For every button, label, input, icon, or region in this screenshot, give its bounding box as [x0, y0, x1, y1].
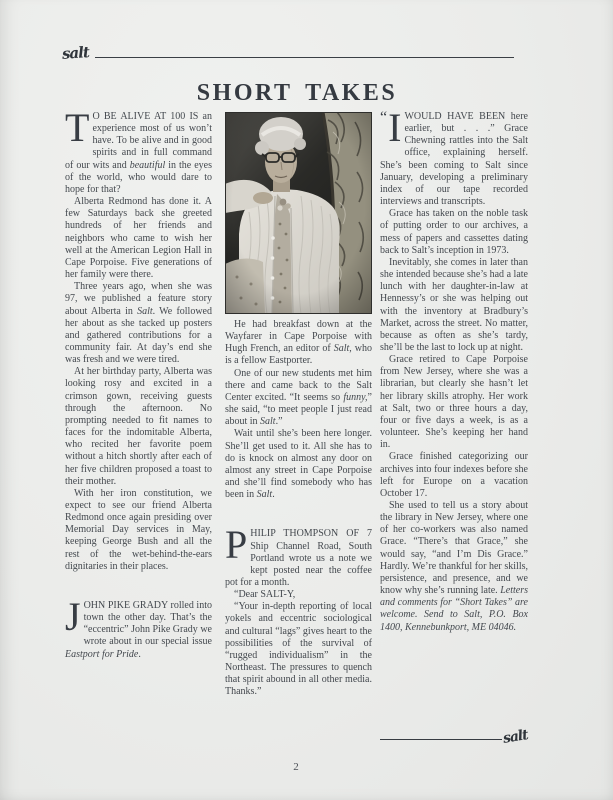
masthead-rule [95, 57, 514, 58]
drop-cap: J [65, 593, 81, 639]
paragraph [380, 208, 528, 257]
drop-cap: T [65, 105, 90, 150]
column-middle [225, 111, 372, 699]
text-segment: Grace has taken on the noble task of putting order to our archives, a mess of papers and cassettes dating back to Salt’s inception in 1973. [380, 208, 528, 256]
text-segment: One of our new students met him there and came back to the Salt Center excited. “It seems so [225, 367, 372, 403]
paragraph [65, 488, 212, 573]
drop-cap: I [388, 105, 402, 150]
text-segment: “Your in-depth reporting of local yokels and eccentric sociological and cultural “lags” gives heart to the possibilities of the survival of “rugged individualism” in the Northeast. The pressures to quench that spirit abound in all other media. Thanks.” [225, 601, 372, 698]
text-segment: .” [275, 416, 283, 428]
text-segment: Salt [256, 489, 273, 501]
text-segment: Salt [137, 305, 153, 317]
paragraph [65, 281, 212, 366]
text-segment: Letters and comments for “Short Takes” are welcome. Send to Salt, P.O. Box 1400, Kennebunkport, ME 04046. [380, 585, 528, 633]
text-segment: Grace finished categorizing our archives into four indexes before she left for Europe on a vacation October 17. [380, 451, 528, 499]
column-left [65, 105, 212, 661]
text-segment: . [272, 489, 275, 501]
text-segment: He had breakfast down at the Wayfarer in Cape Porpoise with Hugh French, an editor of [225, 319, 372, 355]
text-segment: ” she said, “to meet people I just read about in [225, 391, 372, 428]
text-segment: Eastport for Pride [65, 648, 139, 660]
text-segment: Wait until she’s been here longer. She’ll get used to it. All she has to do is knock on almost any door on almost any street in Cape Porpoise and she’ll find somebody who has been in [225, 428, 372, 501]
paragraph [225, 589, 372, 601]
paragraph [65, 105, 212, 196]
masthead-salt-logo: salt [61, 43, 90, 63]
paragraph [380, 354, 528, 451]
text-segment: . [138, 648, 141, 660]
open-quote-mark: “ [380, 109, 388, 126]
text-segment: HILIP THOMPSON OF 7 Ship Channel Road, South Portland wrote us a note we kept posted near the coffee pot for a month. [225, 528, 372, 588]
text-segment: Grace retired to Cape Porpoise from New Jersey, where she was a librarian, but clearly she hasn’t let her library skills atrophy. Her work at Salt, two or three hours a day, four or five days a week, is as a volunteer. She’s keeping her hand in. [380, 354, 528, 451]
text-segment: “Dear SALT-Y, [234, 589, 296, 601]
text-segment: beautiful [129, 159, 166, 171]
text-segment: funny, [343, 391, 368, 403]
paragraph [225, 601, 372, 698]
text-segment: At her birthday party, Alberta was looking rosy and excited in a crimson gown, receiving guests through the afternoon. No prompting needed to fit names to faces for the indomitable Alberta, who recited her favorite poem without a hitch shortly after each of her five children proposed a toast to their mother. [65, 366, 212, 487]
text-segment: Alberta Redmond has done it. A few Saturdays back she greeted hundreds of her friends and neighbors who came to wish her well at the American Legion Hall in Cape Porpoise. Five generations of her family were there. [65, 196, 212, 281]
paragraph [380, 105, 528, 208]
photo-vignette [225, 112, 372, 314]
text-segment: Inevitably, she comes in later than she intended because she’s had a late lunch with her daughter-in-law at Hennessy’s or she was helping out with the inventory at Bradbury’s Market, across the street. No matter, because as often as she’s tardy, she’ll be the last to lock up at night. [380, 256, 528, 353]
paragraph [65, 196, 212, 281]
paragraph [380, 500, 528, 634]
paragraph [225, 428, 372, 501]
text-segment: WOULD HAVE BEEN here earlier, but . . .” Grace Chewning rattles into the Salt office, explaining herself. She’s been coming to Salt since January, developing a preliminary index of our tape recorded interviews and transcripts. [380, 111, 528, 208]
paragraph [65, 366, 212, 488]
text-segment: Salt [260, 416, 276, 428]
paragraph [65, 593, 212, 661]
page-title: SHORT TAKES [196, 80, 398, 107]
page-number: 2 [293, 761, 299, 773]
paragraph [225, 368, 372, 429]
drop-cap: P [225, 522, 248, 568]
paragraph [225, 319, 372, 368]
text-segment: O BE ALIVE AT 100 IS an experience most of us won’t have. To be alive and in good spirits and in full command of our wits and [65, 111, 212, 171]
paragraph [225, 522, 372, 589]
photo-illustration [225, 112, 372, 314]
text-segment: OHN PIKE GRADY rolled into town the other day. That’s the “eccentric” John Pike Grady we wrote about in our special issue [83, 599, 212, 648]
closing-salt-script: salt [502, 727, 530, 747]
text-segment: . We followed her about as she tacked up posters and gathered contributions for a community fair. At day’s end she was fresh and we were tired. [65, 305, 212, 366]
text-segment: Salt [333, 343, 350, 355]
text-segment: in the eyes of the world, who would dare to hope for that? [65, 159, 212, 195]
closing-rule [380, 739, 502, 740]
column-right [380, 105, 528, 634]
text-segment: Three years ago, when she was 97, we published a feature story about Alberta in [65, 281, 212, 317]
closing-signature [380, 729, 528, 745]
text-segment: She used to tell us a story about the library in New Jersey, where one of her co-workers was also named Grace. “There’s that Grace,” she would say, “and I’m Dis Grace.” Hardly. We’re thankful for her skills, persistence, and presence, and we know why she’s running late. [380, 500, 528, 597]
paragraph [380, 451, 528, 500]
paragraph [380, 257, 528, 354]
text-segment: With her iron constitution, we expect to see our friend Alberta Redmond once again presiding over Memorial Day services in May, keeping George Bush and all the rest of the wet-behind-the-ears dignitaries in their places. [65, 487, 212, 572]
photo-alberta-redmond [225, 112, 372, 314]
text-segment: , who is a fellow Eastporter. [225, 343, 372, 367]
